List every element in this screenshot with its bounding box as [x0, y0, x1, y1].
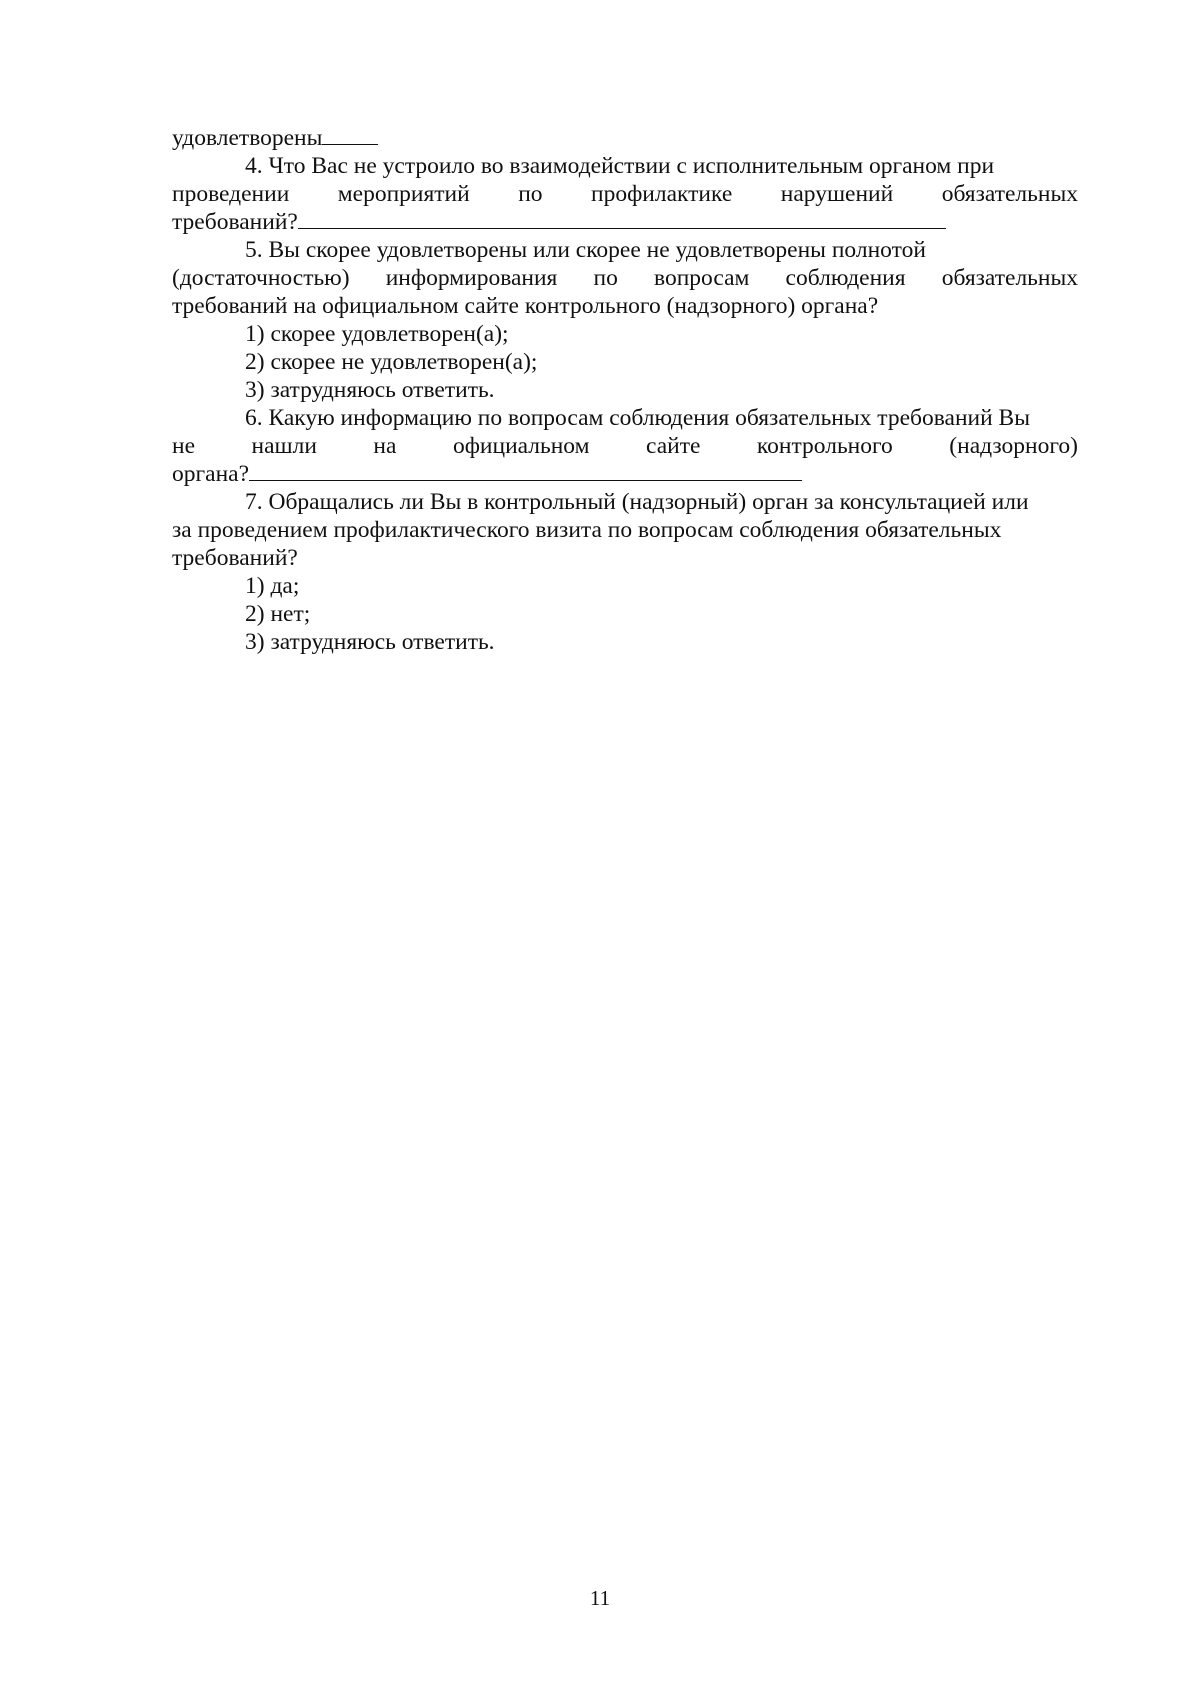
question-word: сайте — [645, 433, 701, 459]
question-word: профилактике — [591, 181, 733, 207]
answer-blank[interactable] — [298, 208, 946, 229]
question-7-line-3 — [172, 544, 1078, 572]
question-word: на — [373, 433, 397, 459]
question-word: соблюдения — [785, 265, 906, 291]
line-text: удовлетворены — [172, 125, 323, 151]
question-word: нарушений — [780, 181, 894, 207]
continued-answer-line — [172, 124, 1078, 152]
answer-blank[interactable] — [249, 460, 802, 481]
question-word: (надзорного) — [949, 433, 1078, 459]
question-text: 4. Что Вас не устроило во взаимодействии с исполнительным органом при — [245, 153, 995, 179]
question-word: официальном — [452, 433, 590, 459]
option-text: 2) скорее не удовлетворен(а); — [245, 349, 538, 375]
question-word: контрольного — [756, 433, 893, 459]
question-text: требований? — [172, 209, 298, 235]
question-text: органа? — [172, 461, 250, 487]
question-word: вопросам — [654, 265, 750, 291]
question-text: за проведением профилактического визита по вопросам соблюдения обязательных — [172, 517, 1002, 543]
answer-option-3[interactable] — [172, 628, 1078, 656]
question-6-line-2 — [172, 432, 1078, 460]
question-word: информирования — [385, 265, 558, 291]
answer-option-3[interactable] — [172, 376, 1078, 404]
question-6-line-1 — [172, 404, 1078, 432]
answer-option-2[interactable] — [172, 600, 1078, 628]
question-6-line-3 — [172, 460, 1078, 488]
question-5-line-1 — [172, 236, 1078, 264]
question-word: по — [518, 181, 543, 207]
option-text: 2) нет; — [245, 601, 311, 627]
answer-option-2[interactable] — [172, 348, 1078, 376]
question-word: мероприятий — [337, 181, 470, 207]
question-5-line-2 — [172, 264, 1078, 292]
question-text: 7. Обращались ли Вы в контрольный (надзорный) орган за консультацией или — [245, 489, 1029, 515]
option-text: 3) затрудняюсь ответить. — [245, 629, 495, 655]
question-5-line-3 — [172, 292, 1078, 320]
question-word: нашли — [251, 433, 317, 459]
question-word: не — [172, 433, 196, 459]
question-text: 5. Вы скорее удовлетворены или скорее не удовлетворены полнотой — [245, 237, 926, 263]
page-number: 11 — [589, 1586, 611, 1610]
question-text: требований? — [172, 545, 298, 571]
answer-blank[interactable] — [322, 124, 378, 145]
question-4-line-3 — [172, 208, 1078, 236]
question-text: требований на официальном сайте контрольного (надзорного) органа? — [172, 293, 879, 319]
question-4-line-2 — [172, 180, 1078, 208]
question-4-line-1 — [172, 152, 1078, 180]
question-text: 6. Какую информацию по вопросам соблюдения обязательных требований Вы — [245, 405, 1031, 431]
questionnaire-text — [172, 124, 1078, 656]
question-word: проведении — [172, 181, 290, 207]
option-text: 1) скорее удовлетворен(а); — [245, 321, 509, 347]
question-word: обязательных — [941, 265, 1078, 291]
option-text: 3) затрудняюсь ответить. — [245, 377, 495, 403]
question-7-line-1 — [172, 488, 1078, 516]
question-word: (достаточностью) — [172, 265, 350, 291]
question-7-line-2 — [172, 516, 1078, 544]
option-text: 1) да; — [245, 573, 300, 599]
question-word: обязательных — [941, 181, 1078, 207]
question-word: по — [593, 265, 618, 291]
answer-option-1[interactable] — [172, 320, 1078, 348]
answer-option-1[interactable] — [172, 572, 1078, 600]
